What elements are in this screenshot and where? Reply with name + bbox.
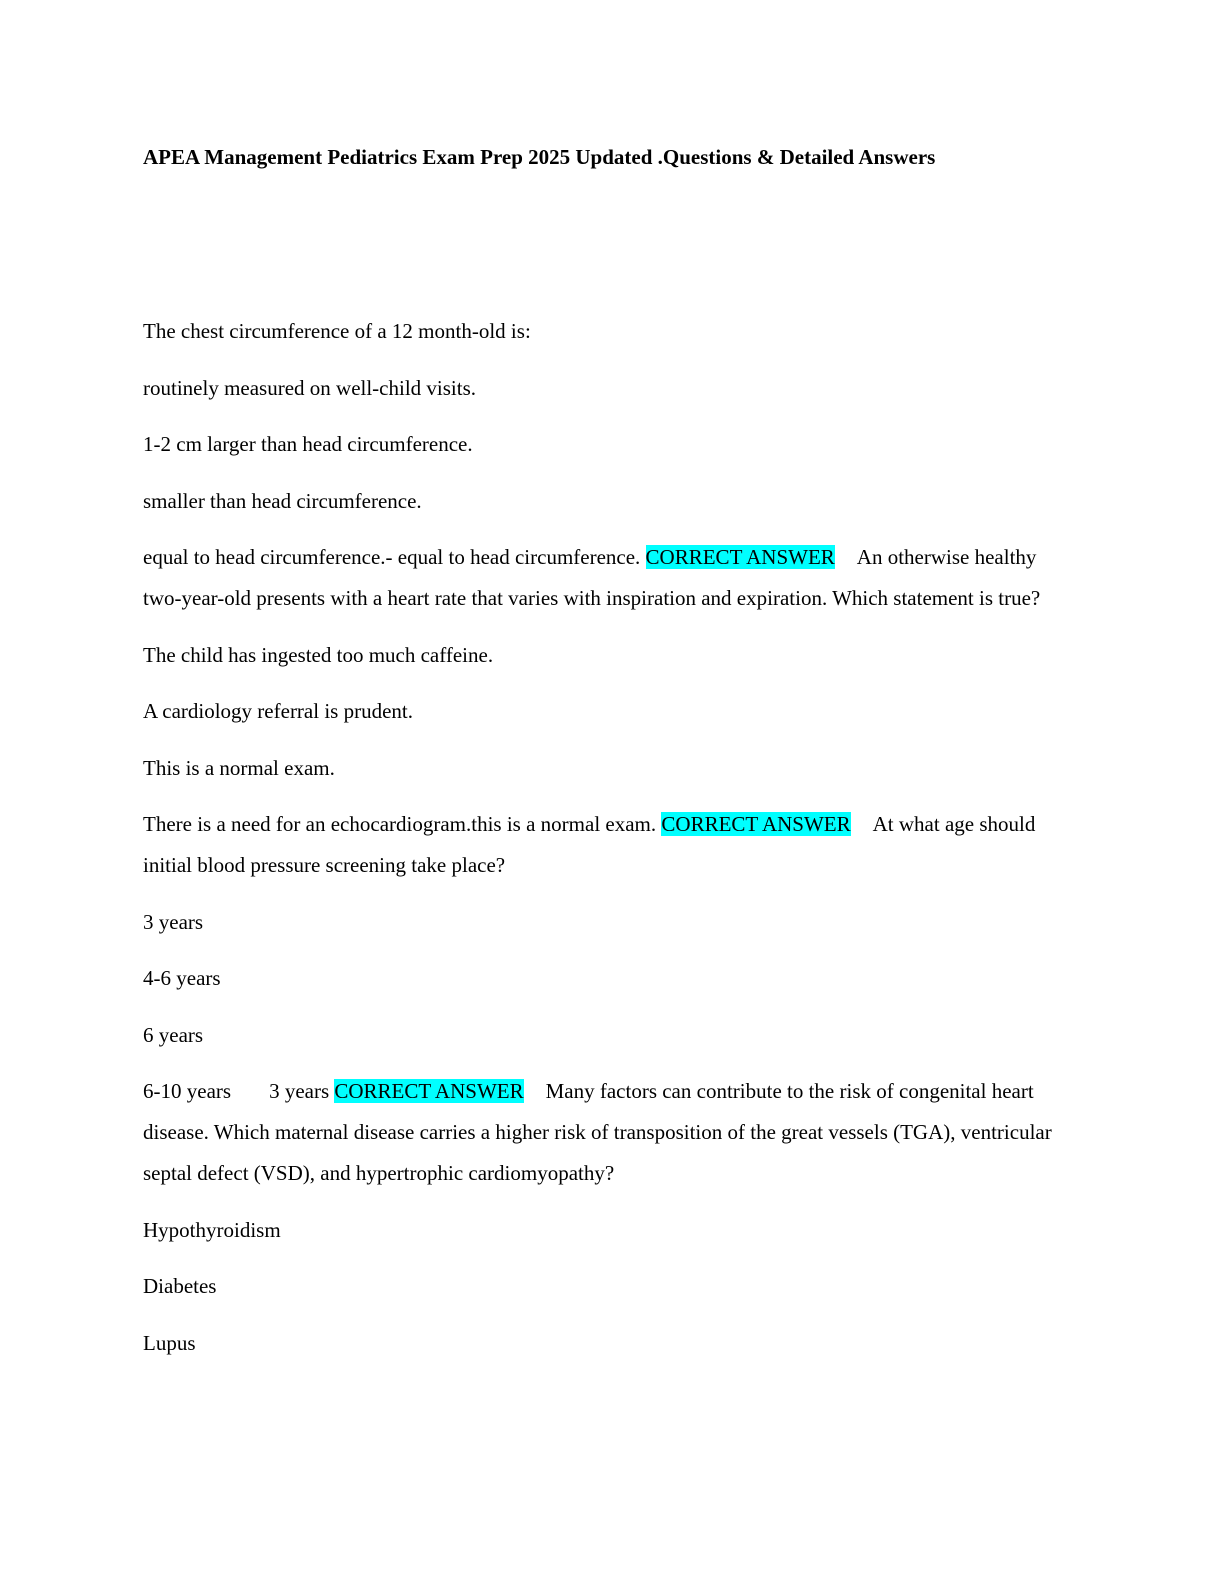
question-2-stem: An otherwise healthy two-year-old presents with a heart rate that varies with inspiration and expiration. Which statement is true? — [143, 545, 1041, 610]
question-2-option-4: There is a need for an echocardiogram.this is a normal exam. — [143, 812, 657, 836]
question-3-option-1: 3 years — [143, 909, 204, 934]
question-3-option-4: 6-10 years — [143, 1079, 232, 1103]
document-title: APEA Management Pediatrics Exam Prep 2025 Updated .Questions & Detailed Answers — [143, 145, 936, 169]
question-4-option-3: Lupus — [143, 1330, 196, 1355]
question-4-option-1: Hypothyroidism — [143, 1217, 281, 1242]
question-2-option-2: A cardiology referral is prudent. — [143, 699, 413, 723]
question-3-option-2: 4-6 years — [143, 966, 221, 990]
question-2-option-3: This is a normal exam. — [143, 755, 335, 780]
question-3-stem: At what age should initial blood pressure screening take place? — [143, 812, 1036, 877]
correct-answer-highlight: CORRECT ANSWER — [334, 1079, 524, 1103]
question-4-option-2: Diabetes — [143, 1274, 217, 1298]
question-2-option-1: The child has ingested too much caffeine. — [143, 642, 494, 667]
correct-answer-highlight: CORRECT ANSWER — [661, 812, 851, 836]
question-3-option-3: 6 years — [143, 1022, 204, 1047]
question-1-answer-block — [143, 537, 1063, 619]
question-4-stem: Many factors can contribute to the risk of congenital heart disease. Which maternal disease carries a higher risk of transposition of the great vessels (TGA), ventricular septal defect (VSD), and hypertrophic cardiomyopathy? — [143, 1079, 1052, 1185]
question-3-answer-block — [143, 1071, 1063, 1194]
question-1-option-2: 1-2 cm larger than head circumference. — [143, 432, 473, 456]
question-1-option-4: equal to head circumference.- equal to head circumference. — [143, 545, 641, 569]
question-1-option-3: smaller than head circumference. — [143, 488, 422, 513]
question-2-answer-block — [143, 804, 1063, 886]
correct-answer-highlight: CORRECT ANSWER — [645, 545, 835, 569]
question-1-option-1: routinely measured on well-child visits. — [143, 375, 477, 400]
document-body — [143, 311, 1063, 1379]
question-1-stem: The chest circumference of a 12 month-old is: — [143, 319, 531, 343]
question-3-answer: 3 years — [269, 1079, 330, 1103]
